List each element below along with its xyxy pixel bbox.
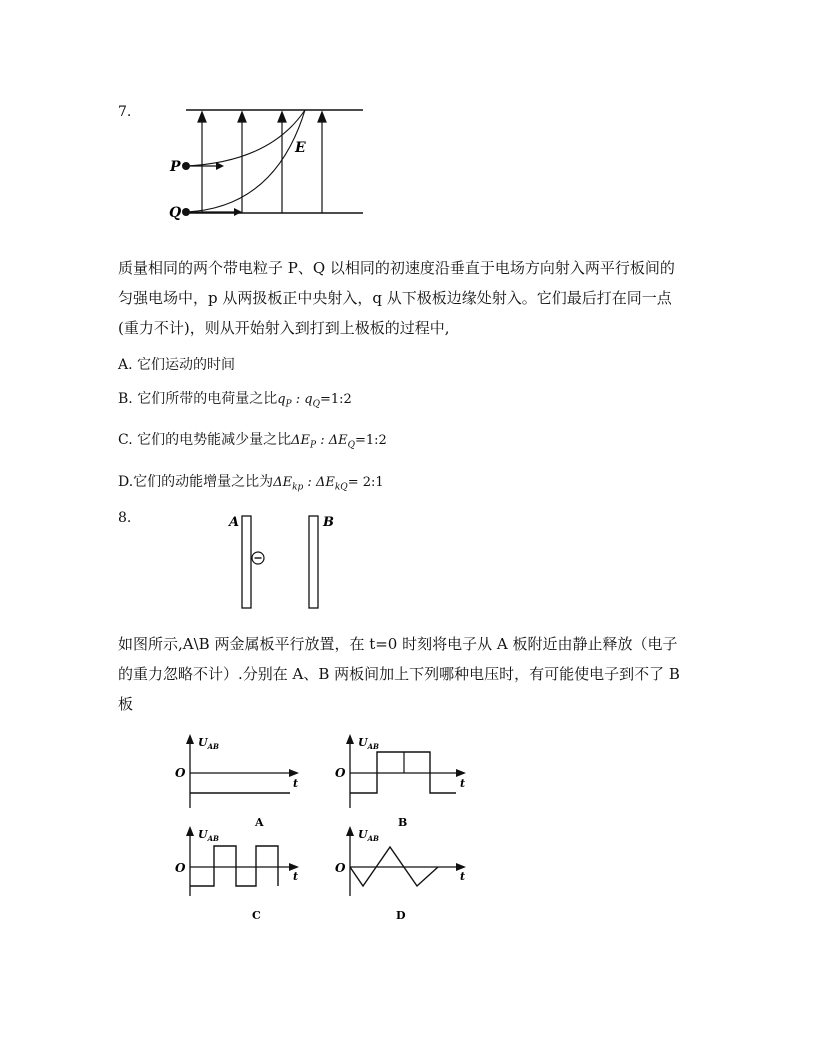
q7-option-b	[118, 388, 352, 410]
plate-a	[242, 516, 251, 608]
origin-label: O	[175, 861, 186, 875]
label-b: B	[323, 515, 334, 530]
option-c-text: C. 它们的电势能减少量之比	[118, 432, 292, 448]
q7-stem-line-3: (重力不计)，则从开始射入到打到上极板的过程中,	[118, 319, 450, 337]
y-axis-label: $U_{AB}$	[198, 828, 219, 843]
option-b-formula: $q_P$ : $q_Q=1:2$	[277, 392, 352, 410]
question-7-number: 7.	[118, 104, 132, 120]
label-p: P	[170, 159, 181, 175]
y-axis-label: $U_{AB}$	[198, 736, 219, 751]
caption-c: C	[252, 909, 261, 922]
q8-stem-line-1: 如图所示,A\B 两金属板平行放置，在 t=0 时刻将电子从 A 板附近由静止释放（电子	[118, 635, 678, 653]
q7-stem-line-1: 质量相同的两个带电粒子 P、Q 以相同的初速度沿垂直于电场方向射入两平行板间的	[118, 259, 675, 277]
caption-a: A	[255, 816, 264, 829]
caption-d: D	[396, 909, 406, 922]
x-axis-label: t	[460, 777, 466, 790]
q7-stem-line-2: 匀强电场中，p 从两扱板正中央射入，q 从下极板边缘处射入。它们最后打在同一点	[118, 289, 672, 307]
q7-option-d	[118, 471, 384, 493]
graph-c	[170, 822, 310, 926]
graph-d	[330, 822, 475, 926]
question-8-number: 8.	[118, 510, 132, 526]
label-q: Q	[169, 205, 182, 221]
graph-a	[170, 730, 310, 834]
q7-option-c	[118, 429, 387, 451]
q7-field-figure	[160, 100, 370, 229]
origin-label: O	[175, 766, 186, 780]
y-axis-label: $U_{AB}$	[358, 828, 379, 843]
option-b-text: B. 它们所带的电荷量之比	[118, 391, 278, 407]
origin-label: O	[335, 766, 346, 780]
particle-p	[182, 162, 190, 170]
q7-option-a: A. 它们运动的时间	[118, 357, 236, 373]
graph-b	[330, 730, 475, 834]
q8-stem-line-2: 的重力忽略不计）.分别在 A、B 两板间加上下列哪种电压时，有可能使电子到不了 B	[118, 665, 680, 683]
q8-stem-line-3: 板	[118, 695, 134, 713]
origin-label: O	[335, 861, 346, 875]
label-e: E	[295, 140, 306, 156]
plate-b	[309, 516, 318, 608]
x-axis-label: t	[293, 870, 299, 883]
option-c-formula: $\Delta E_P$ : $\Delta E_Q=1:2$	[291, 433, 387, 451]
x-axis-label: t	[460, 870, 466, 883]
particle-q	[182, 208, 190, 216]
y-axis-label: $U_{AB}$	[358, 736, 379, 751]
waveform-c	[190, 846, 278, 886]
q8-plates-figure	[225, 512, 335, 616]
trajectory-q	[186, 110, 305, 212]
q8-stem	[118, 629, 708, 719]
q7-stem	[118, 253, 708, 343]
label-a: A	[229, 515, 240, 530]
option-d-text: D.它们的动能增量之比为	[118, 474, 274, 490]
option-d-formula: $\Delta E_{kp}$ : $\Delta E_{kQ}=$ 2:1	[273, 475, 384, 493]
caption-b: B	[398, 816, 408, 829]
x-axis-label: t	[293, 777, 299, 790]
